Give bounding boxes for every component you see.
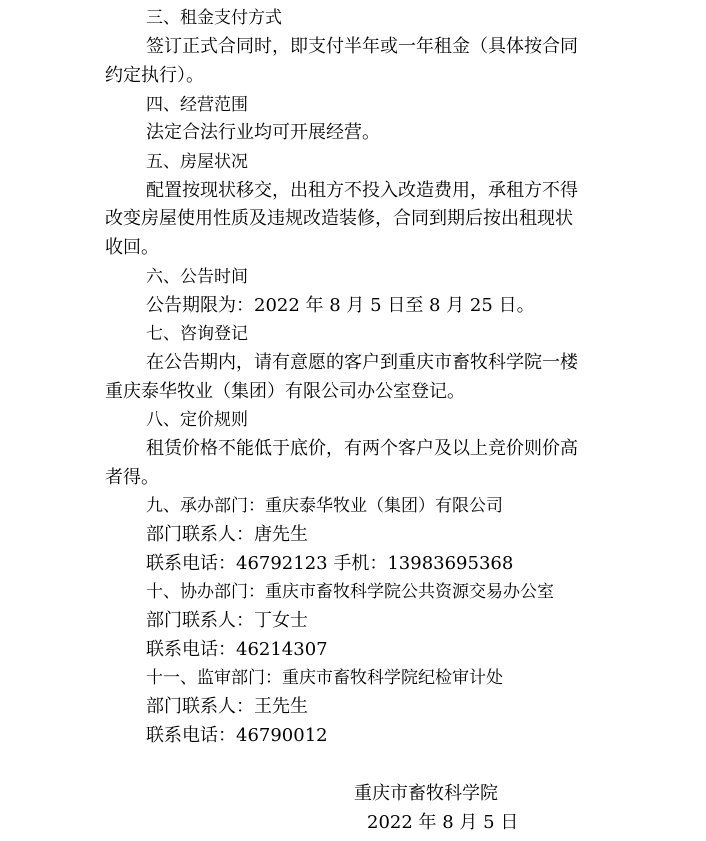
section-8-heading: 八、定价规则 — [146, 410, 248, 430]
section-5-body-line-1: 配置按现状移交，出租方不投入改造费用，承租方不得 — [146, 180, 578, 201]
section-5-heading: 五、房屋状况 — [146, 152, 248, 172]
section-6-body-line-1: 公告期限为：2022 年 8 月 5 日至 8 月 25 日。 — [146, 295, 535, 316]
section-7-heading: 七、咨询登记 — [146, 324, 248, 344]
section-8-body-line-1: 租赁价格不能低于底价，有两个客户及以上竞价则价高 — [146, 438, 578, 459]
section-3-body-line-1: 签订正式合同时，即支付半年或一年租金（具体按合同 — [146, 36, 578, 57]
section-7-body-line-1: 在公告期内，请有意愿的客户到重庆市畜牧科学院一楼 — [146, 352, 578, 373]
section-8-body-line-2: 者得。 — [105, 467, 159, 488]
section-4-heading: 四、经营范围 — [146, 95, 248, 115]
section-3-body-line-2: 约定执行）。 — [105, 65, 204, 86]
section-9-heading: 九、承办部门：重庆泰华牧业（集团）有限公司 — [146, 496, 503, 516]
section-10-heading: 十、协办部门：重庆市畜牧科学院公共资源交易办公室 — [146, 582, 554, 602]
section-10-contact-phone: 联系电话：46214307 — [146, 639, 328, 660]
section-11-contact-person: 部门联系人：王先生 — [146, 696, 308, 717]
section-7-body-line-2: 重庆泰华牧业（集团）有限公司办公室登记。 — [105, 381, 465, 402]
section-11-heading: 十一、监审部门：重庆市畜牧科学院纪检审计处 — [146, 668, 503, 688]
section-9-contact-phone: 联系电话：46792123 手机：13983695368 — [146, 553, 514, 574]
signature-organization: 重庆市畜牧科学院 — [354, 783, 498, 804]
section-9-contact-person: 部门联系人：唐先生 — [146, 524, 308, 545]
section-5-body-line-2: 改变房屋使用性质及违规改造装修，合同到期后按出租现状 — [105, 208, 573, 229]
signature-date: 2022 年 8 月 5 日 — [367, 812, 519, 833]
section-3-heading: 三、租金支付方式 — [146, 8, 282, 28]
section-5-body-line-3: 收回。 — [105, 237, 159, 258]
section-10-contact-person: 部门联系人：丁女士 — [146, 610, 308, 631]
section-6-heading: 六、公告时间 — [146, 267, 248, 287]
section-4-body-line-1: 法定合法行业均可开展经营。 — [146, 122, 380, 143]
section-11-contact-phone: 联系电话：46790012 — [146, 725, 328, 746]
